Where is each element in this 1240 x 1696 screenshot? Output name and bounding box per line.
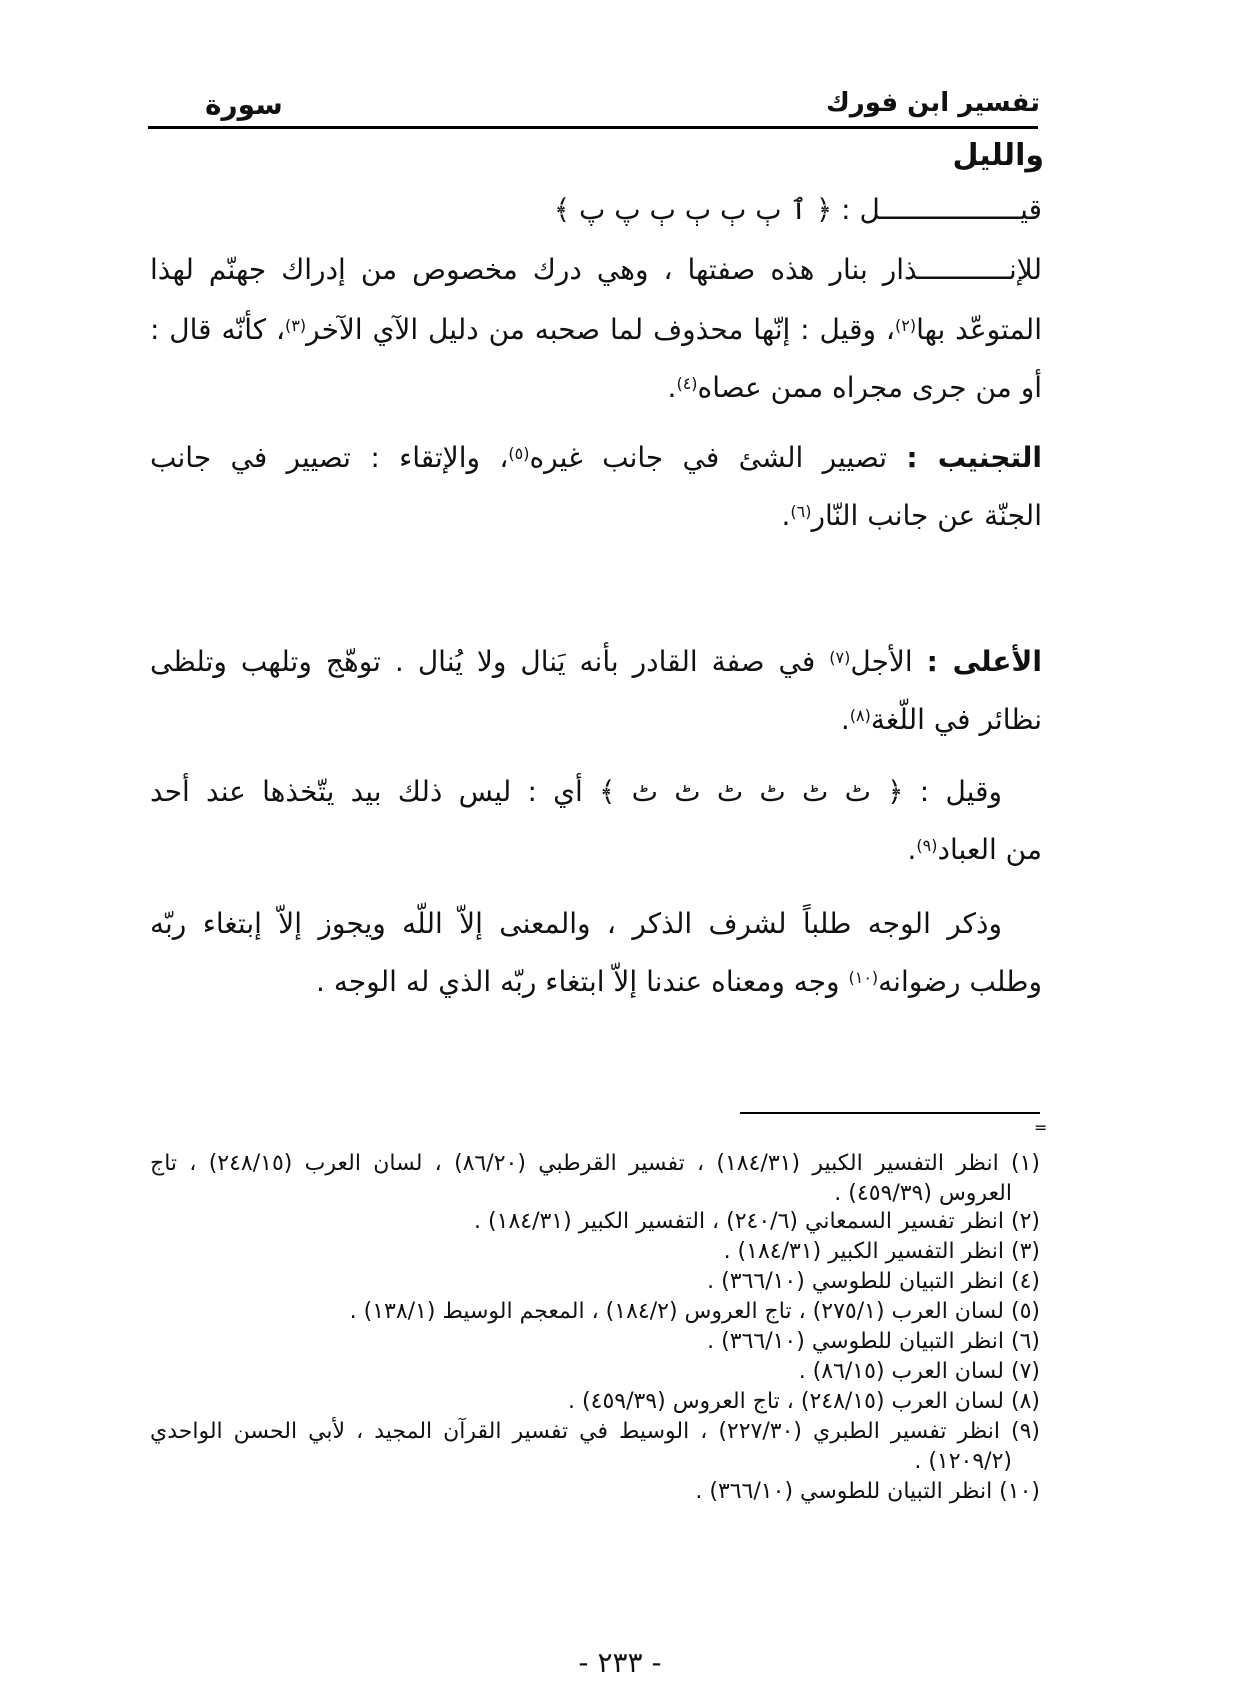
text: .: [840, 703, 850, 736]
text: تصيير الشئ في جانب غيره: [529, 441, 907, 474]
footnote-rule: [740, 1112, 1040, 1114]
footnote-ref[interactable]: (١٠): [848, 968, 879, 987]
para5-line2: [316, 962, 1042, 1002]
page-number: - ٢٣٣ -: [578, 1646, 662, 1679]
text: .: [667, 371, 677, 404]
text: .: [907, 833, 917, 866]
para1-line4: [668, 368, 1042, 408]
footnote-1-cont: العروس (٤٥٩/٣٩) .: [834, 1181, 1012, 1206]
section-title: والليل: [952, 138, 1044, 173]
footnote-ref[interactable]: (٤): [676, 374, 698, 393]
footnote-ref[interactable]: (٣): [285, 316, 307, 335]
footnote-ref[interactable]: (٦): [790, 502, 812, 521]
text: المتوعّد بها: [916, 313, 1042, 346]
footnote-9-cont: (١٢٠٩/٢) .: [914, 1449, 1012, 1474]
para1-line1: قيـــــــــــــــــل : ﴿ ٱ ٻ ٻ ٻ ٻ پ پ ﴾: [553, 193, 1042, 226]
para1-line2: للإنـــــــــــذار بنار هذه صفتها ، وهي درك مخصوص من إدراك جهنّم لهذا: [150, 253, 1042, 286]
footnote-ref[interactable]: (٩): [916, 836, 938, 855]
footnote-8: (٨) لسان العرب (٢٤٨/١٥) ، تاج العروس (٤٥٩/٣٩) .: [568, 1389, 1040, 1414]
para4-line1: وقيل : ﴿ ٹ ٹ ٹ ٹ ٹ ٹ ﴾ أي : ليس ذلك بيد يتّخذها عند أحد: [150, 775, 1002, 808]
footnote-9: (٩) انظر تفسير الطبري (٢٢٧/٣٠) ، الوسيط في تفسير القرآن المجيد ، لأبي الحسن الواحدي: [150, 1419, 1040, 1444]
footnote-1: (١) انظر التفسير الكبير (١٨٤/٣١) ، تفسير القرطبي (٨٦/٢٠) ، لسان العرب (٢٤٨/١٥) ، تاج: [150, 1151, 1040, 1176]
footnote-ref[interactable]: (٨): [849, 706, 871, 725]
para1-line3: [150, 310, 1042, 350]
para2-line2: [781, 496, 1042, 536]
footnote-4: (٤) انظر التبيان للطوسي (٣٦٦/١٠) .: [707, 1269, 1040, 1294]
term: التجنيب :: [906, 441, 1042, 474]
para3-line2: [841, 700, 1042, 740]
surah-label: سورة: [205, 88, 283, 121]
footnote-ref[interactable]: (٥): [508, 444, 530, 463]
footnote-10: (١٠) انظر التبيان للطوسي (٣٦٦/١٠) .: [695, 1479, 1040, 1504]
para5-line1: وذكر الوجه طلباً لشرف الذكر ، والمعنى إلاّ اللّه ويجوز إلاّ إبتغاء ربّه: [150, 907, 1002, 940]
footnote-continuation-marker: =: [1034, 1118, 1048, 1137]
text: وجه ومعناه عندنا إلاّ ابتغاء ربّه الذي له الوجه .: [316, 965, 849, 998]
text: في صفة القادر بأنه يَنال ولا يُنال . توهّج وتلهب وتلظى: [150, 645, 830, 678]
para3-line1: [150, 642, 1042, 682]
text: الأجل: [850, 645, 927, 678]
para4-line2: [908, 830, 1042, 870]
term: الأعلى :: [926, 645, 1042, 678]
header-rule: [148, 126, 1038, 129]
footnote-ref[interactable]: (٧): [829, 648, 851, 667]
text: ، والإتقاء : تصيير في جانب: [150, 441, 509, 474]
book-title: تفسير ابن فورك: [825, 88, 1040, 118]
footnote-6: (٦) انظر التبيان للطوسي (٣٦٦/١٠) .: [707, 1329, 1040, 1354]
text: أو من جرى مجراه ممن عصاه: [697, 371, 1042, 404]
text: نظائر في اللّغة: [870, 703, 1042, 736]
footnote-2: (٢) انظر تفسير السمعاني (٢٤٠/٦) ، التفسير الكبير (١٨٤/٣١) .: [474, 1209, 1040, 1234]
para2-line1: [150, 438, 1042, 478]
text: ، كأنّه قال :: [150, 313, 286, 346]
text: .: [781, 499, 791, 532]
text: من العباد: [937, 833, 1042, 866]
footnote-3: (٣) انظر التفسير الكبير (١٨٤/٣١) .: [723, 1239, 1040, 1264]
text: وطلب رضوانه: [878, 965, 1042, 998]
footnote-7: (٧) لسان العرب (٨٦/١٥) .: [798, 1359, 1040, 1384]
text: الجنّة عن جانب النّار: [811, 499, 1042, 532]
text: ، وقيل : إنّها محذوف لما صحبه من دليل الآي الآخر: [306, 313, 895, 346]
footnote-ref[interactable]: (٢): [894, 316, 917, 335]
footnote-5: (٥) لسان العرب (٢٧٥/١) ، تاج العروس (١٨٤/٢) ، المعجم الوسيط (١٣٨/١) .: [349, 1299, 1040, 1324]
